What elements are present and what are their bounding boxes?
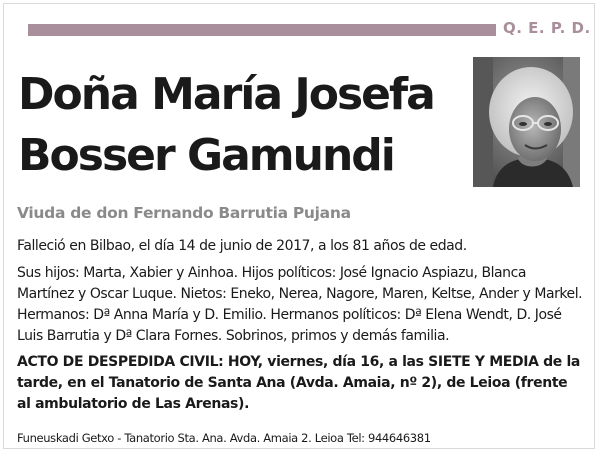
portrait-photo: [473, 57, 580, 187]
death-notice-text: Falleció en Bilbao, el día 14 de junio de 2017, a los 81 años de edad.: [17, 238, 467, 254]
ceremony-text: ACTO DE DESPEDIDA CIVIL: HOY, viernes, día 16, a las SIETE Y MEDIA de la tarde, en el Tanatorio de Santa Ana (Avda. Amaia, nº 2), de Leioa (frente al ambulatorio de Las Arenas).: [17, 354, 581, 412]
family-text: Sus hijos: Marta, Xabier y Ainhoa. Hijos políticos: José Ignacio Aspiazu, Blanca Martínez y Oscar Luque. Nietos: Eneko, Nerea, Nagore, Maren, Keltse, Ander y Markel. Hermanos: Dª Anna María y D. Emilio. Hermanos políticos: Dª Elena Wendt, D. José Luis Barrutia y Dª Clara Fornes. Sobrinos, primos y demás familia.: [17, 265, 583, 344]
deceased-name-line1: Doña María Josefa: [18, 69, 434, 120]
deceased-name-line2: Bosser Gamundi: [18, 130, 394, 181]
funeral-home-footer: Funeuskadi Getxo - Tanatorio Sta. Ana. Avda. Amaia 2. Leioa Tel: 944646381: [17, 431, 431, 445]
qepd-label: Q. E. P. D.: [503, 19, 591, 37]
widow-of-subtitle: Viuda de don Fernando Barrutia Pujana: [17, 204, 351, 222]
header-bar: [28, 24, 496, 36]
